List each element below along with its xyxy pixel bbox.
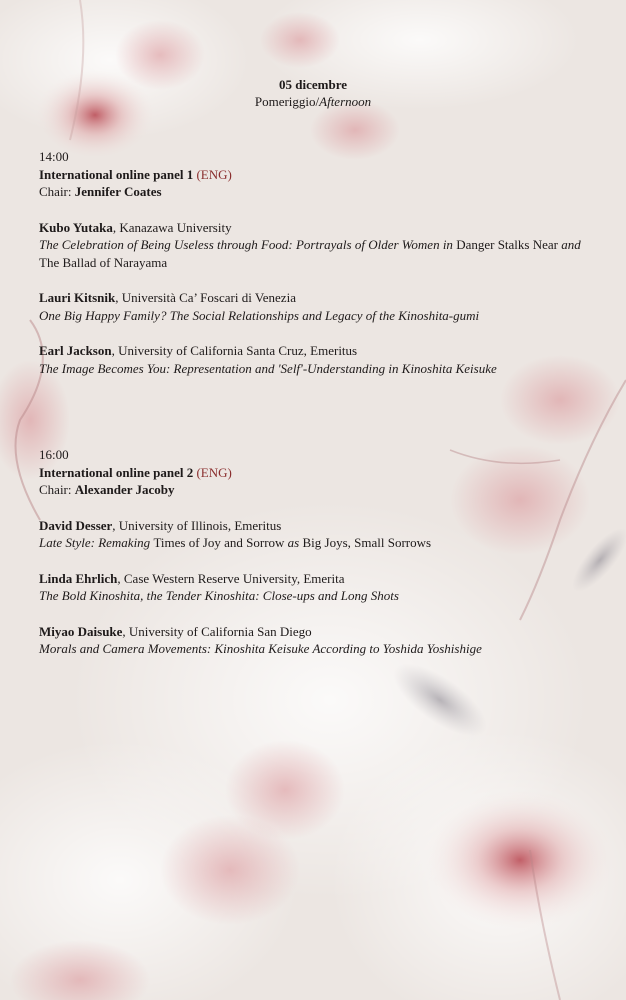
paper-title-text: Morals and Camera Movements: Kinoshita Keisuke According to Yoshida Yoshishige [39, 641, 482, 656]
paper-title [39, 360, 599, 378]
speaker-name: Earl Jackson [39, 343, 112, 358]
session-language: (ENG) [196, 464, 232, 480]
talk-list [39, 517, 599, 658]
speaker-name: Kubo Yutaka [39, 219, 113, 235]
paper-title [39, 640, 599, 658]
speaker-line [39, 219, 599, 237]
talk-entry [39, 623, 599, 658]
paper-title [39, 307, 599, 325]
paper-title [39, 534, 599, 552]
film-title: Danger Stalks Near [456, 237, 558, 252]
paper-title-text: The Bold Kinoshita, the Tender Kinoshita: Close-ups and Long Shots [39, 588, 399, 603]
session-time: 16:00 [39, 447, 69, 462]
talk-list [39, 219, 599, 378]
paper-title-text: The Image Becomes You: Representation and 'Self'-Understanding in Kinoshita Keisuke [39, 360, 497, 376]
chair-label: Chair: [39, 482, 75, 497]
paper-title-text: as [284, 535, 303, 550]
talk-entry [39, 517, 599, 552]
talk-entry [39, 289, 599, 324]
speaker-line [39, 570, 599, 588]
talk-entry [39, 219, 599, 272]
film-title: Big Joys, Small Sorrows [302, 535, 432, 550]
speaker-name: David Desser [39, 517, 113, 533]
session-chair [39, 481, 599, 499]
speaker-affiliation: , University of Illinois, Emeritus [112, 517, 282, 533]
period-it: Pomeriggio/ [254, 94, 320, 109]
session-chair [39, 183, 599, 201]
paper-title [39, 236, 599, 271]
speaker-line [39, 289, 599, 307]
speaker-line [39, 342, 599, 360]
chair-label: Chair: [39, 184, 75, 199]
paper-title-text: The Celebration of Being Useless through Food: Portrayals of Older Women in [39, 237, 457, 252]
speaker-affiliation: , Università Ca’ Foscari di Venezia [115, 290, 296, 305]
speaker-line [39, 517, 599, 535]
session-time: 14:00 [39, 149, 69, 164]
paper-title-text: One Big Happy Family? The Social Relationships and Legacy of the Kinoshita-gumi [39, 307, 480, 323]
film-title: Times of Joy and Sorrow [153, 535, 285, 550]
session-title-text: International online panel 2 [39, 464, 194, 480]
chair-name: Jennifer Coates [74, 184, 162, 199]
session-panel-1 [39, 148, 599, 377]
session-panel-2 [39, 446, 599, 658]
event-date: 05 dicembre [279, 77, 347, 92]
chair-name: Alexander Jacoby [74, 482, 175, 497]
session-language: (ENG) [196, 166, 232, 182]
paper-title-text: and [558, 237, 581, 252]
speaker-affiliation: , Kanazawa University [112, 219, 232, 235]
speaker-name: Miyao Daisuke [39, 623, 123, 639]
speaker-affiliation: , Case Western Reserve University, Emerita [117, 570, 345, 586]
session-title [39, 464, 599, 482]
period-en: Afternoon [319, 94, 372, 109]
speaker-name: Lauri Kitsnik [39, 290, 116, 305]
speaker-affiliation: , University of California San Diego [122, 623, 312, 639]
event-period [0, 93, 626, 110]
talk-entry [39, 342, 599, 377]
session-title [39, 166, 599, 184]
speaker-affiliation: , University of California Santa Cruz, Emeritus [111, 343, 358, 358]
film-title: The Ballad of Narayama [39, 254, 168, 270]
page-header [0, 76, 626, 110]
session-title-text: International online panel 1 [39, 166, 194, 182]
talk-entry [39, 570, 599, 605]
speaker-name: Linda Ehrlich [39, 570, 118, 586]
speaker-line [39, 623, 599, 641]
paper-title-text: Late Style: Remaking [39, 535, 154, 550]
paper-title [39, 587, 599, 605]
